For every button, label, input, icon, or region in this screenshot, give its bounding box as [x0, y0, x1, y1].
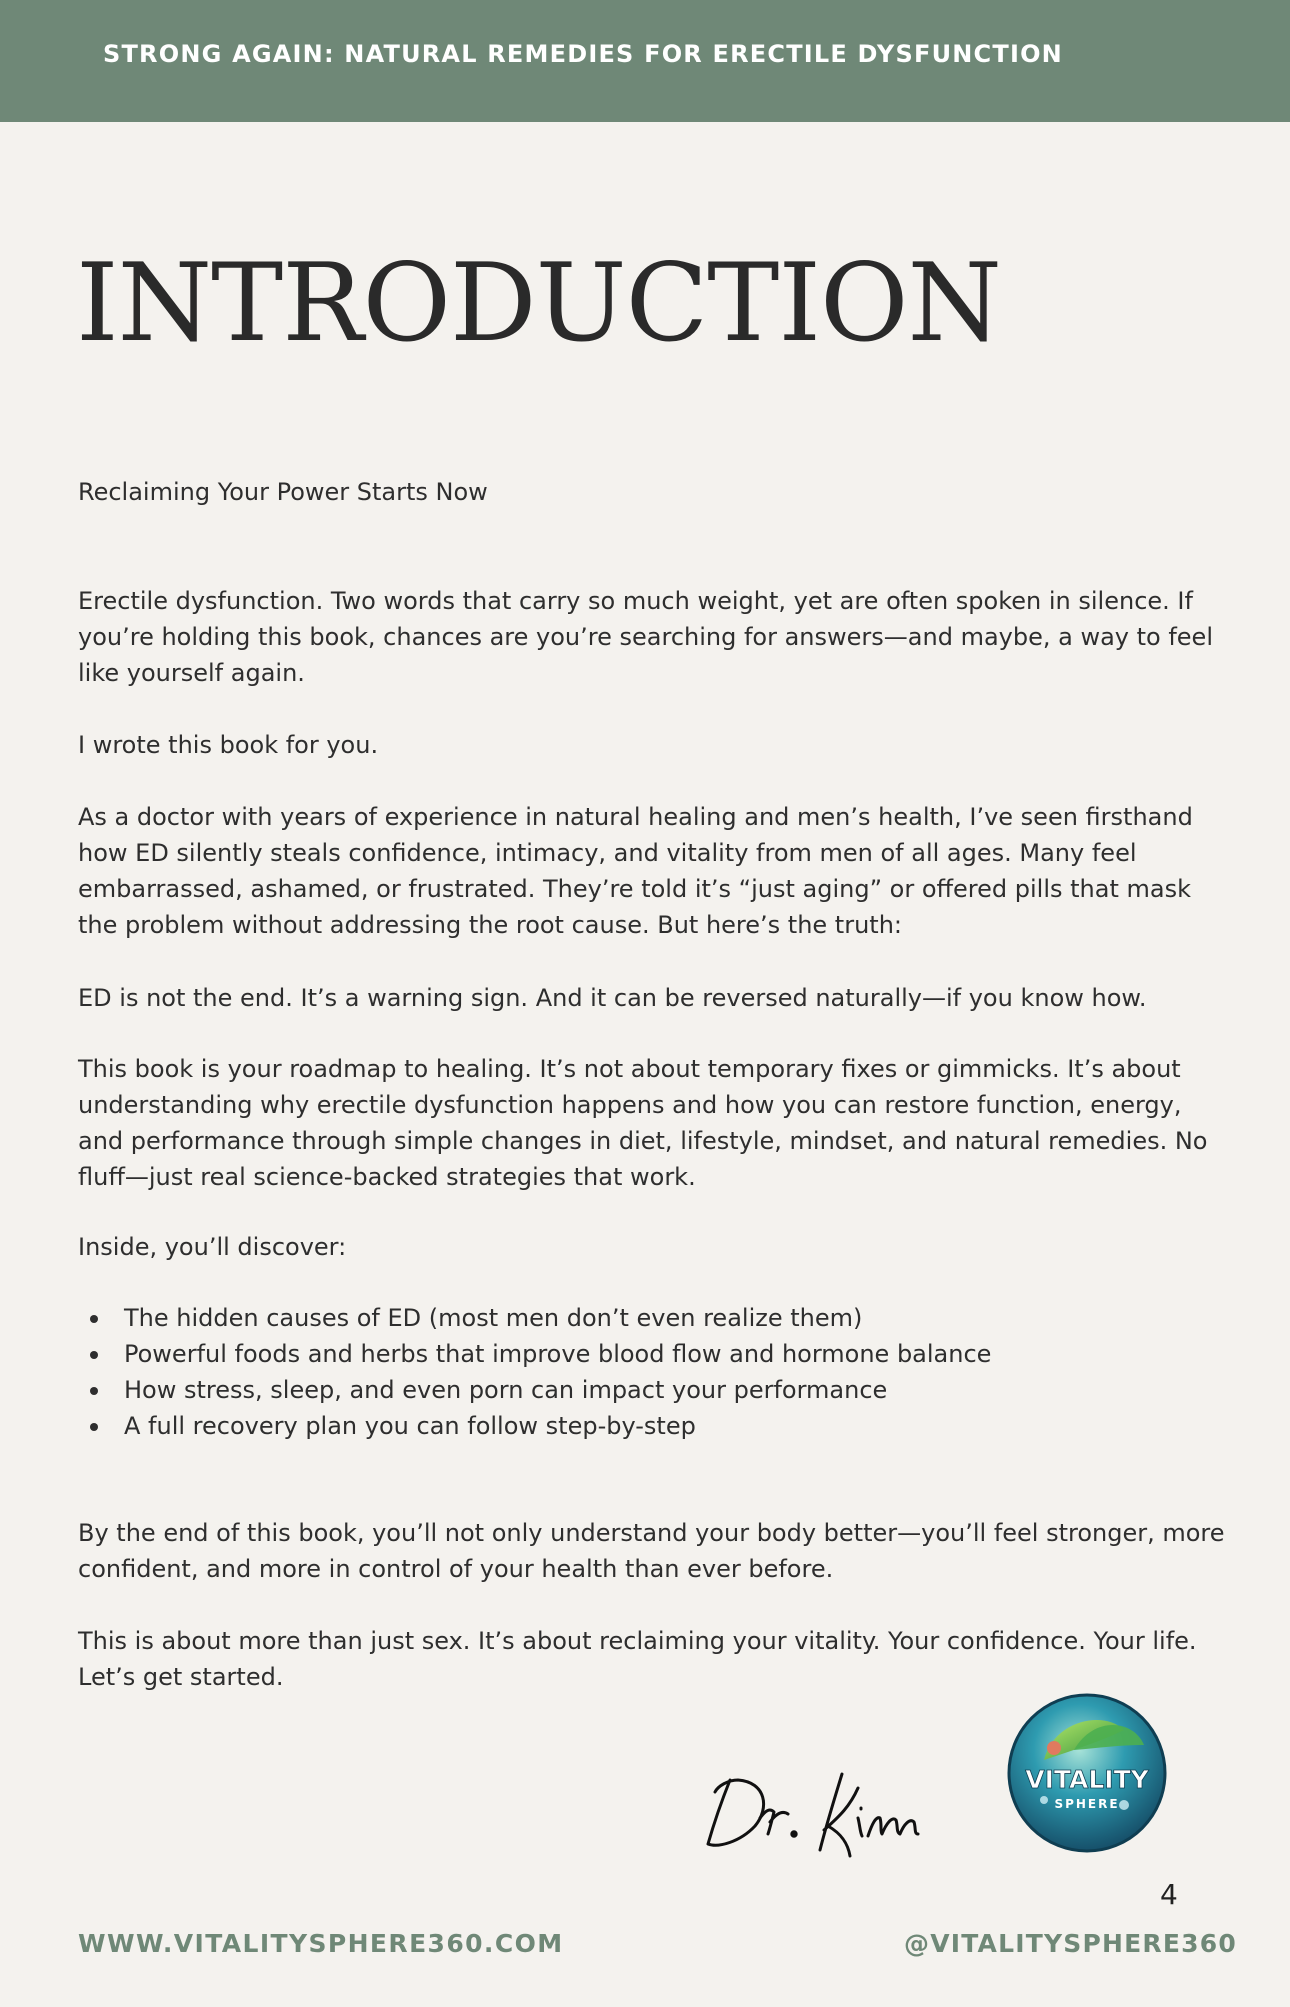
- footer-website-link[interactable]: WWW.VITALITYSPHERE360.COM: [78, 1929, 564, 1958]
- paragraph-text: As a doctor with years of experience in natural healing and men’s health, I’ve seen firsthand how ED silently steals confidence, intimacy, and vitality from men of all ages. Many feel embarrassed, ashamed, or frustrated. They’re told it’s “just aging” or offered pills that mask the problem without addressing the root cause. But here’s the truth:: [78, 803, 1193, 939]
- paragraph-text: This is about more than just sex. It’s about reclaiming your vitality. Your confidence. Your life.: [78, 1627, 1197, 1655]
- logo-text: VITALITY: [1025, 1765, 1149, 1794]
- book-title: STRONG AGAIN: NATURAL REMEDIES FOR ERECTILE DYSFUNCTION: [103, 40, 1063, 68]
- subtitle: [78, 474, 1228, 510]
- paragraph-text: By the end of this book, you’ll not only understand your body better—you’ll feel stronger, more confident, and more in control of your health than ever before.: [78, 1519, 1225, 1583]
- vitality-sphere-logo: [1004, 1690, 1170, 1856]
- list-item: How stress, sleep, and even porn can impact your performance: [78, 1372, 1178, 1408]
- bullet-icon: [90, 1387, 98, 1395]
- paragraph-text: Inside, you’ll discover:: [78, 1233, 347, 1261]
- paragraph-2: [78, 727, 1228, 763]
- paragraph-3: [78, 799, 1228, 943]
- paragraph-text: ED is not the end. It’s a warning sign. And it can be reversed naturally—if you know how.: [78, 984, 1147, 1012]
- paragraph-8: [78, 1623, 1228, 1695]
- paragraph-text: Erectile dysfunction. Two words that carry so much weight, yet are often spoken in silence. If you’re holding this book, chances are you’re searching for answers—and maybe, a way to feel like yourself again.: [78, 587, 1213, 687]
- page-number: 4: [1160, 1878, 1178, 1911]
- list-item: A full recovery plan you can follow step-by-step: [78, 1408, 1178, 1444]
- logo-subtext: SPHERE: [1054, 1797, 1120, 1811]
- list-item: Powerful foods and herbs that improve blood flow and hormone balance: [78, 1336, 1178, 1372]
- paragraph-4: [78, 980, 1228, 1016]
- page-title: INTRODUCTION: [76, 241, 1002, 366]
- bullet-icon: [90, 1315, 98, 1323]
- bullet-icon: [90, 1351, 98, 1359]
- paragraph-text: I wrote this book for you.: [78, 731, 379, 759]
- paragraph-6: [78, 1229, 1228, 1265]
- paragraph-7: [78, 1515, 1228, 1587]
- paragraph-1: [78, 583, 1228, 691]
- paragraph-text: Let’s get started.: [78, 1663, 284, 1691]
- subtitle-text: Reclaiming Your Power Starts Now: [78, 478, 488, 506]
- list-item: The hidden causes of ED (most men don’t even realize them): [78, 1300, 1178, 1336]
- footer-social-handle[interactable]: @VITALITYSPHERE360: [904, 1929, 1237, 1958]
- signature: [700, 1760, 930, 1860]
- discover-list: [78, 1300, 1178, 1444]
- bullet-icon: [90, 1423, 98, 1431]
- header-bar: [0, 0, 1290, 122]
- paragraph-5: [78, 1051, 1228, 1195]
- paragraph-text: This book is your roadmap to healing. It’s not about temporary fixes or gimmicks. It’s about understanding why erectile dysfunction happens and how you can restore function, energy, and performance through simple changes in diet, lifestyle, mindset, and natural remedies. No fluff—just real science-backed strategies that work.: [78, 1055, 1208, 1191]
